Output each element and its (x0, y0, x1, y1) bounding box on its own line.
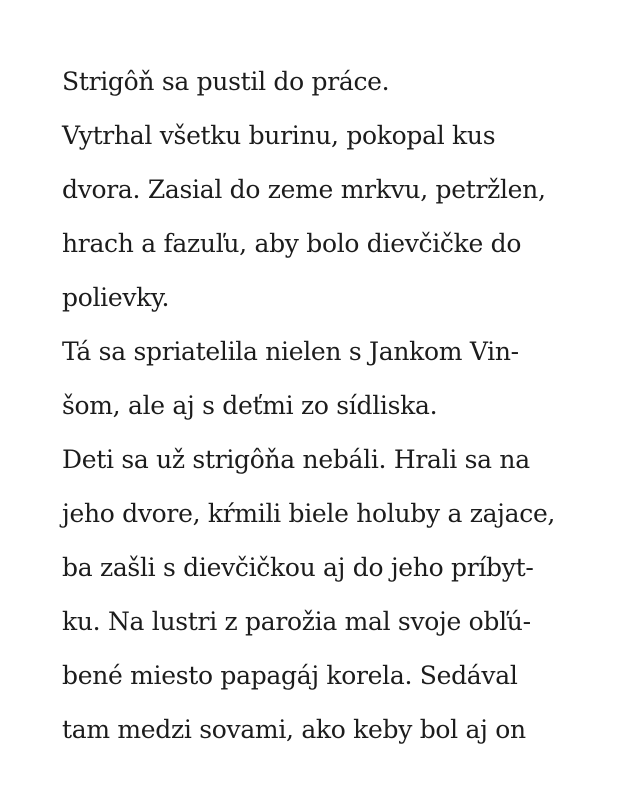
text-line-6: Tá sa spriatelila nielen s Jankom Vin- (62, 337, 519, 366)
text-line-1: Strigôň sa pustil do práce. (62, 67, 390, 96)
text-line-8: Deti sa už strigôňa nebáli. Hrali sa na (62, 445, 530, 474)
text-line-5: polievky. (62, 283, 170, 312)
text-line-3: dvora. Zasial do zeme mrkvu, petržlen, (62, 175, 546, 204)
text-line-4: hrach a fazuľu, aby bolo dievčičke do (62, 229, 522, 258)
text-line-12: bené miesto papagáj korela. Sedával (62, 661, 518, 690)
text-line-9: jeho dvore, kŕmili biele holuby a zajace, (62, 499, 556, 528)
text-line-13: tam medzi sovami, ako keby bol aj on (62, 715, 526, 744)
page-text (62, 55, 602, 757)
text-line-2: Vytrhal všetku burinu, pokopal kus (62, 121, 496, 150)
text-line-11: ku. Na lustri z parožia mal svoje obľú- (62, 607, 531, 636)
text-line-10: ba zašli s dievčičkou aj do jeho príbyt- (62, 553, 534, 582)
text-line-7: šom, ale aj s deťmi zo sídliska. (62, 391, 438, 420)
